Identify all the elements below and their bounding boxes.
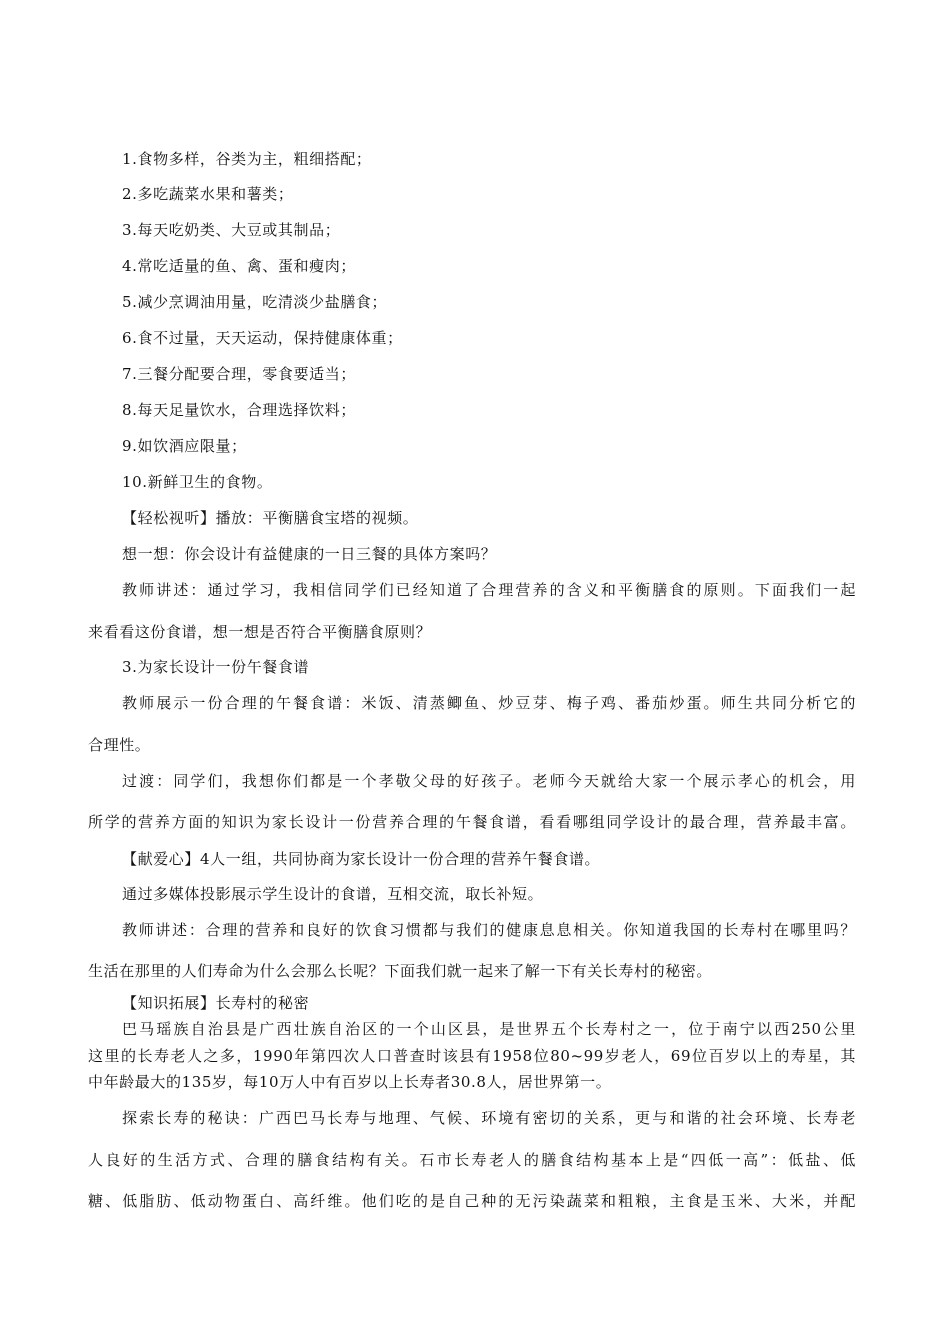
secret-paragraph-line-1: 探索长寿的秘诀：广西巴马长寿与地理、气候、环境有密切的关系，更与和谐的社会环境、长寿老 [122, 1109, 856, 1127]
media-exchange: 通过多媒体投影展示学生设计的食谱，互相交流，取长补短。 [122, 885, 544, 903]
bama-paragraph-line-2: 这里的长寿老人之多，1990年第四次人口普查时该县有1958位80~99岁老人，69位百岁以上的寿星，其 [88, 1047, 856, 1065]
knowledge-heading: 【知识拓展】长寿村的秘密 [122, 994, 310, 1012]
teacher-remark-2-line-1: 教师讲述：合理的营养和良好的饮食习惯都与我们的健康息息相关。你知道我国的长寿村在哪里吗？ [122, 921, 856, 939]
guideline-item-10: 10.新鲜卫生的食物。 [122, 473, 273, 491]
guideline-item-4: 4.常吃适量的鱼、禽、蛋和瘦肉； [122, 257, 356, 275]
guideline-item-1: 1.食物多样，谷类为主，粗细搭配； [122, 150, 372, 168]
think-question: 想一想：你会设计有益健康的一日三餐的具体方案吗？ [122, 545, 497, 563]
bama-paragraph-line-3: 中年龄最大的135岁，每10万人中有百岁以上长寿者30.8人，居世界第一。 [88, 1073, 612, 1091]
secret-paragraph-line-2: 人良好的生活方式、合理的膳食结构有关。石市长寿老人的膳食结构基本上是“四低一高”：低盐、低 [88, 1151, 856, 1169]
guideline-item-7: 7.三餐分配要合理，零食要适当； [122, 365, 356, 383]
guideline-item-8: 8.每天足量饮水，合理选择饮料； [122, 401, 356, 419]
menu-display-line-1: 教师展示一份合理的午餐食谱：米饭、清蒸鲫鱼、炒豆芽、梅子鸡、番茄炒蛋。师生共同分析它的 [122, 694, 856, 712]
guideline-item-9: 9.如饮酒应限量； [122, 437, 247, 455]
menu-display-line-2: 合理性。 [88, 736, 151, 754]
transition-line-2: 所学的营养方面的知识为家长设计一份营养合理的午餐食谱，看看哪组同学设计的最合理，营养最丰富。 [88, 813, 856, 831]
section-heading-3: 3.为家长设计一份午餐食谱 [122, 658, 310, 676]
teacher-remark-1-line-1: 教师讲述：通过学习，我相信同学们已经知道了合理营养的含义和平衡膳食的原则。下面我们一起 [122, 581, 856, 599]
teacher-remark-1-line-2: 来看看这份食谱，想一想是否符合平衡膳食原则？ [88, 623, 432, 641]
video-activity: 【轻松视听】播放：平衡膳食宝塔的视频。 [122, 509, 419, 527]
secret-paragraph-line-3: 糖、低脂肪、低动物蛋白、高纤维。他们吃的是自己种的无污染蔬菜和粗粮，主食是玉米、大米，并配 [88, 1192, 856, 1210]
guideline-item-6: 6.食不过量，天天运动，保持健康体重； [122, 329, 403, 347]
transition-line-1: 过渡：同学们，我想你们都是一个孝敬父母的好孩子。老师今天就给大家一个展示孝心的机会，用 [122, 772, 856, 790]
teacher-remark-2-line-2: 生活在那里的人们寿命为什么会那么长呢？下面我们就一起来了解一下有关长寿村的秘密。 [88, 962, 713, 980]
love-activity: 【献爱心】4人一组，共同协商为家长设计一份合理的营养午餐食谱。 [122, 850, 601, 868]
guideline-item-2: 2.多吃蔬菜水果和薯类； [122, 185, 294, 203]
guideline-item-3: 3.每天吃奶类、大豆或其制品； [122, 221, 341, 239]
guideline-item-5: 5.减少烹调油用量，吃清淡少盐膳食； [122, 293, 388, 311]
bama-paragraph-line-1: 巴马瑶族自治县是广西壮族自治区的一个山区县，是世界五个长寿村之一，位于南宁以西250公里 [122, 1020, 856, 1038]
